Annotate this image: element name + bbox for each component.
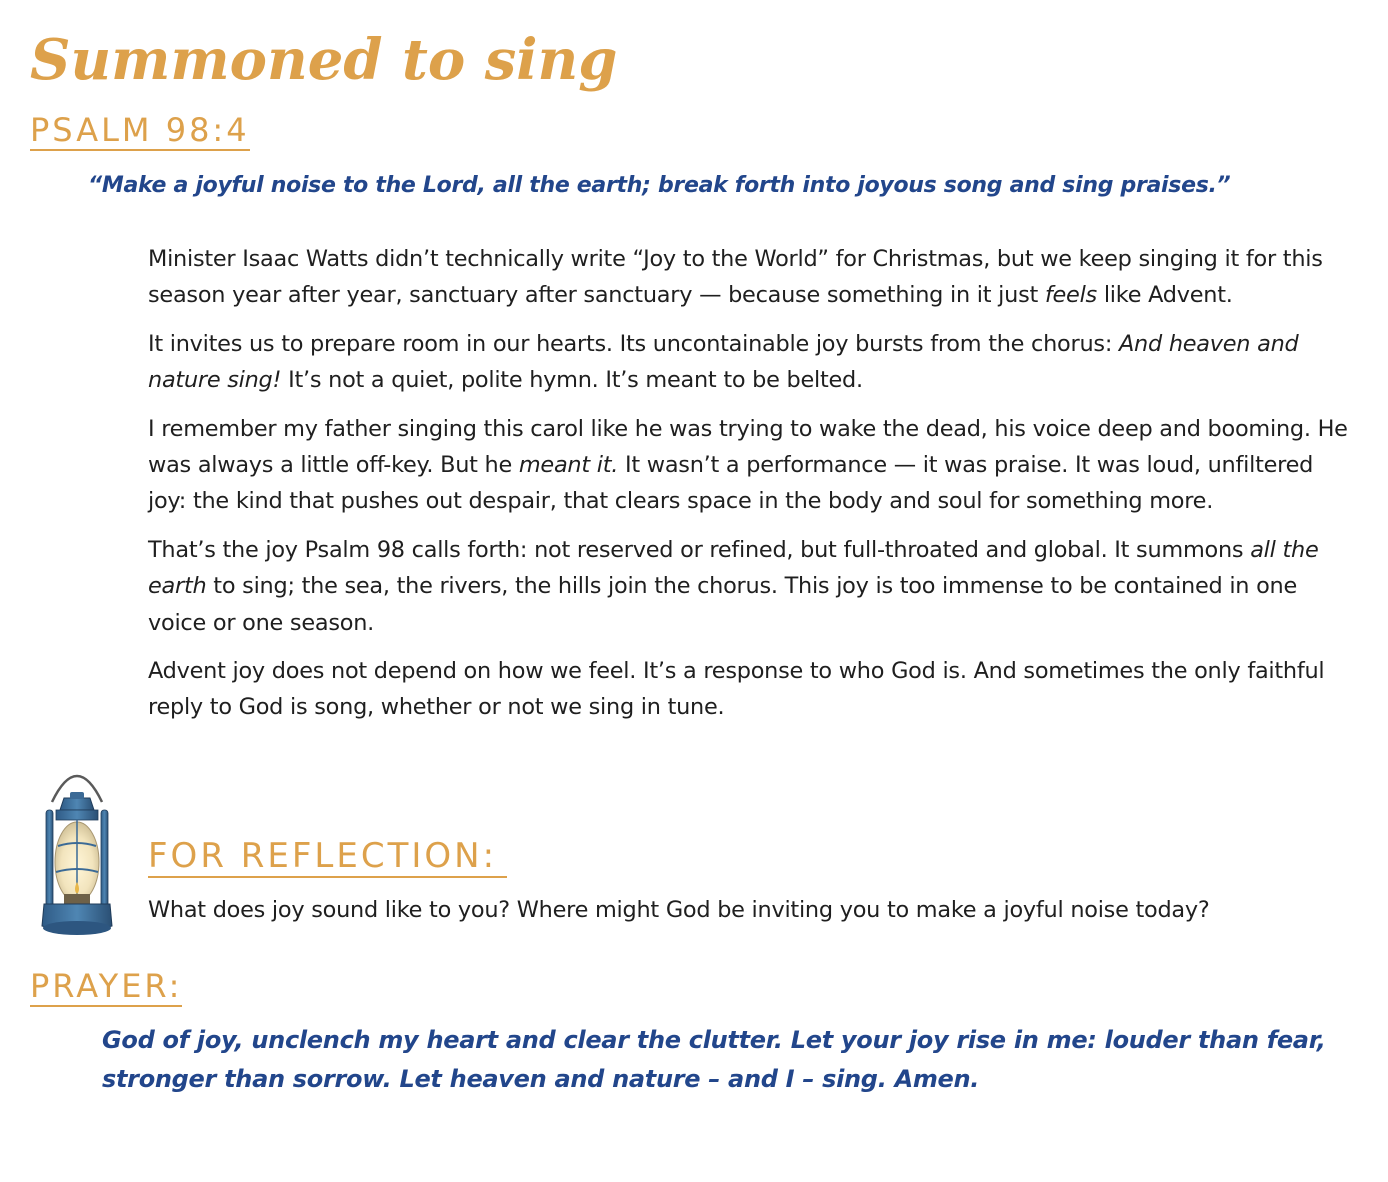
body-paragraph-1: Minister Isaac Watts didn’t technically write “Joy to the World” for Christmas, but we keep singing it for this season year after year, sanctuary after sanctuary — because something in it just feels like Advent. (148, 246, 1323, 309)
reflection-question: What does joy sound like to you? Where might God be inviting you to make a joyful noise today? (148, 897, 1210, 923)
prayer-heading: PRAYER: (30, 967, 183, 1005)
lantern-icon (36, 754, 118, 944)
reflection-heading: FOR REFLECTION: (148, 836, 507, 878)
prayer-text: God of joy, unclench my heart and clear the clutter. Let your joy rise in me: louder than fear, stronger than sorrow. Let heaven and nature – and I – sing. Amen. (102, 1026, 1326, 1093)
body-paragraph-2: It invites us to prepare room in our hearts. Its uncontainable joy bursts from the chorus: And heaven and nature sing! It’s not a quiet, polite hymn. It’s meant to be belted. (148, 330, 1299, 394)
page-title: Summoned to sing (30, 27, 618, 93)
scripture-reference: PSALM 98:4 (30, 111, 250, 149)
body-paragraph-3: I remember my father singing this carol like he was trying to wake the dead, his voice deep and booming. He was always a little off-key. But he meant it. It wasn’t a performance — it was praise. It was loud, unfiltered joy: the kind that pushes out despair, that clears space in the body and soul for something more. (148, 415, 1348, 515)
devotional-body (148, 241, 1353, 738)
body-paragraph-4: That’s the joy Psalm 98 calls forth: not reserved or refined, but full-throated and global. It summons all the earth to sing; the sea, the rivers, the hills join the chorus. This joy is too immense to be contained in one voice or one season. (148, 536, 1319, 636)
body-paragraph-5: Advent joy does not depend on how we feel. It’s a response to who God is. And sometimes the only faithful reply to God is song, whether or not we sing in tune. (148, 658, 1325, 721)
scripture-quote: “Make a joyful noise to the Lord, all the earth; break forth into joyous song and sing praises.” (88, 173, 1231, 198)
